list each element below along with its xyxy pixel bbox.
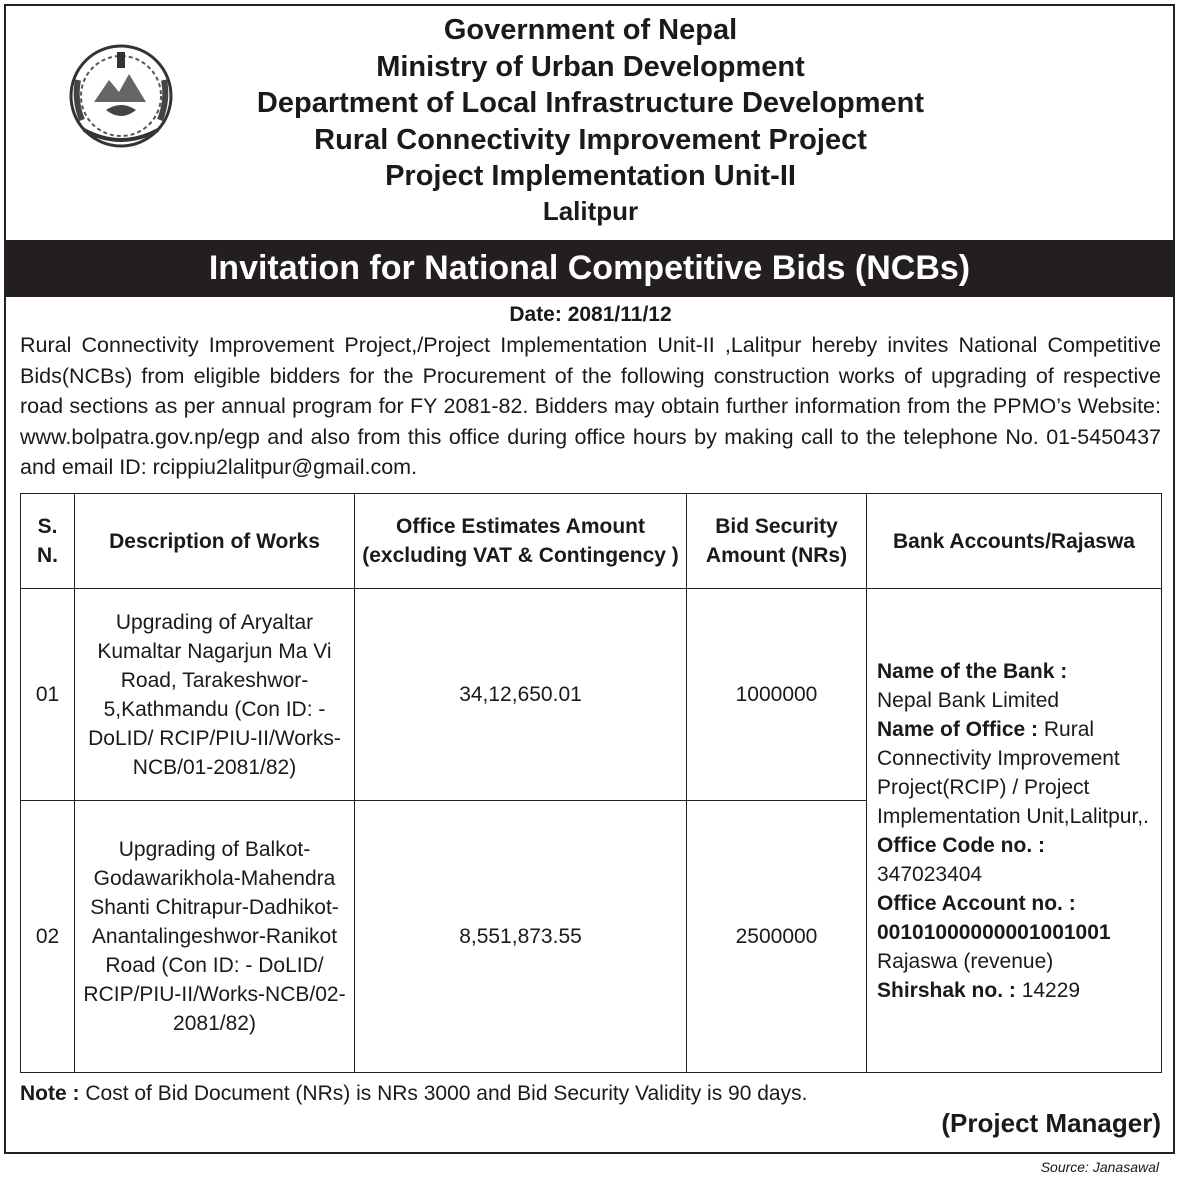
header-line-government: Government of Nepal xyxy=(443,14,738,46)
office-code-label: Office Code no. : xyxy=(877,833,1045,857)
bank-name-value: Nepal Bank Limited xyxy=(877,688,1060,712)
source-credit: Source: Janasawal xyxy=(1040,1159,1159,1175)
column-header-estimate: Office Estimates Amount (excluding VAT & Contingency ) xyxy=(355,494,687,589)
notice-header xyxy=(0,12,1181,227)
table-row xyxy=(21,589,1162,801)
header-line-location: Lalitpur xyxy=(542,195,639,226)
note-line xyxy=(20,1080,807,1108)
row-description: Upgrading of Balkot-Godawarikhola-Mahendra Shanti Chitrapur-Dadhikot-Anantalingeshwor-Ranikot Road (Con ID: - DoLID/ RCIP/PIU-II/Works-NCB/02-2081/82) xyxy=(75,801,355,1073)
shirshak-label: Shirshak no. : xyxy=(877,978,1016,1002)
notice-title-banner: Invitation for National Competitive Bids (NCBs) xyxy=(4,240,1175,297)
office-name-label: Name of Office : xyxy=(877,717,1039,741)
header-line-department: Department of Local Infrastructure Development xyxy=(256,87,925,119)
bank-name-label: Name of the Bank : xyxy=(877,659,1068,683)
column-header-description: Description of Works xyxy=(75,494,355,589)
office-code-value: 347023404 xyxy=(877,862,983,886)
row-description: Upgrading of Aryaltar Kumaltar Nagarjun Ma Vi Road, Tarakeshwor-5,Kathmandu (Con ID: - DoLID/ RCIP/PIU-II/Works-NCB/01-2081/82) xyxy=(75,589,355,801)
note-text: Cost of Bid Document (NRs) is NRs 3000 and Bid Security Validity is 90 days. xyxy=(85,1082,808,1105)
row-security: 2500000 xyxy=(687,801,867,1073)
header-line-ministry: Ministry of Urban Development xyxy=(376,50,805,83)
row-sn: 02 xyxy=(21,801,75,1073)
office-account-value: 00101000000001001001 xyxy=(877,920,1111,944)
column-header-security: Bid Security Amount (NRs) xyxy=(687,494,867,589)
row-estimate: 34,12,650.01 xyxy=(355,589,687,801)
column-header-bank: Bank Accounts/Rajaswa xyxy=(867,494,1162,589)
row-estimate: 8,551,873.55 xyxy=(355,801,687,1073)
note-label: Note : xyxy=(20,1082,80,1105)
header-line-project: Rural Connectivity Improvement Project xyxy=(314,123,867,156)
row-sn: 01 xyxy=(21,589,75,801)
table-header-row xyxy=(21,494,1162,589)
bank-accounts-cell xyxy=(867,589,1162,1073)
office-account-label: Office Account no. : xyxy=(877,891,1076,915)
notice-date: Date: 2081/11/12 xyxy=(509,303,672,326)
rajaswa-label: Rajaswa (revenue) xyxy=(877,949,1054,973)
office-name-value: Rural Connectivity Improvement Project(RCIP) / Project Implementation Unit,Lalitpur,. xyxy=(877,717,1149,828)
header-line-unit: Project Implementation Unit-II xyxy=(385,160,796,192)
intro-paragraph: Rural Connectivity Improvement Project,/Project Implementation Unit-II ,Lalitpur hereby invites National Competitive Bids(NCBs) from eligible bidders for the Procurement of the following construction works of upgrading of respective road sections as per annual program for FY 2081-82. Bidders may obtain further information from the PPMO’s Website: www.bolpatra.gov.np/egp and also from this office during office hours by making call to the telephone No. 01-5450437 and email ID: rcippiu2lalitpur@gmail.com. xyxy=(20,333,1161,479)
shirshak-value: 14229 xyxy=(1021,978,1081,1002)
bids-table xyxy=(20,493,1162,1073)
column-header-sn: S. N. xyxy=(21,494,75,589)
row-security: 1000000 xyxy=(687,589,867,801)
signature-project-manager: (Project Manager) xyxy=(941,1108,1161,1138)
